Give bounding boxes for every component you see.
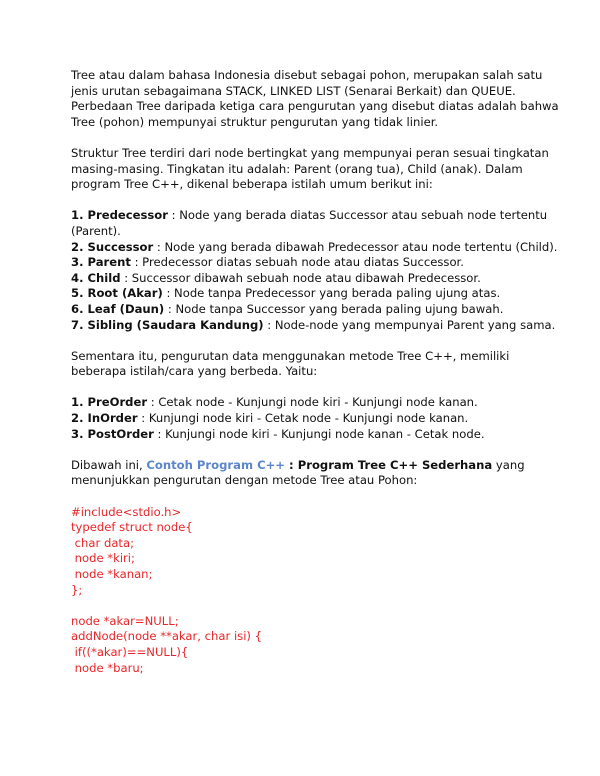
list-item — [71, 318, 560, 334]
list-item — [71, 302, 560, 318]
intro-prefix: Dibawah ini, — [71, 457, 147, 472]
order-number: 2. — [71, 411, 88, 426]
list-item — [71, 427, 560, 443]
code-line: }; — [71, 582, 83, 597]
term-number: 6. — [71, 301, 88, 316]
term-description: : Node tanpa Predecessor yang berada paling ujung atas. — [162, 286, 501, 301]
term-number: 2. — [71, 239, 88, 254]
intro-suffix: yang menunjukkan pengurutan dengan metode Tree atau Pohon: — [71, 457, 525, 488]
orders-list — [71, 395, 560, 442]
list-item — [71, 395, 560, 411]
terms-list — [71, 208, 560, 333]
list-item — [71, 271, 560, 287]
code-line: if((*akar)==NULL){ — [71, 644, 189, 659]
term-description: : Node tanpa Successor yang berada paling ujung bawah. — [164, 301, 504, 316]
code-line: char data; — [71, 535, 134, 550]
program-intro-paragraph — [71, 458, 560, 489]
term-number: 1. — [71, 208, 88, 223]
term-name: Predecessor — [87, 208, 168, 223]
code-block-struct — [71, 505, 560, 599]
list-item — [71, 208, 560, 239]
term-description: : Successor dibawah sebuah node atau dibawah Predecessor. — [120, 270, 481, 285]
term-number: 4. — [71, 270, 88, 285]
list-item — [71, 286, 560, 302]
order-number: 1. — [71, 395, 88, 410]
code-line: #include<stdio.h> — [71, 504, 182, 519]
intro-paragraph: Tree atau dalam bahasa Indonesia disebut sebagai pohon, merupakan salah satu jenis urutan sebagaimana STACK, LINKED LIST (Senarai Berkait) dan QUEUE. Perbedaan Tree daripada ketiga cara pengurutan yang disebut diatas adalah bahwa Tree (pohon) mempunyai struktur pengurutan yang tidak linier. — [71, 68, 559, 129]
term-number: 3. — [71, 255, 88, 270]
order-description: : Cetak node - Kunjungi node kiri - Kunjungi node kanan. — [147, 395, 478, 410]
term-name: Parent — [87, 255, 131, 270]
list-item — [71, 411, 560, 427]
order-number: 3. — [71, 426, 88, 441]
code-line: node *kanan; — [71, 567, 153, 581]
term-name: Root (Akar) — [87, 286, 163, 301]
term-number: 5. — [71, 286, 88, 301]
list-item — [71, 255, 560, 271]
code-line: node *kiri; — [71, 551, 135, 566]
code-line: addNode(node **akar, char isi) { — [71, 629, 263, 644]
code-line: node *baru; — [71, 660, 144, 675]
order-intro-paragraph: Sementara itu, pengurutan data menggunakan metode Tree C++, memiliki beberapa istilah/cara yang berbeda. Yaitu: — [71, 348, 510, 379]
term-description: : Node-node yang mempunyai Parent yang sama. — [263, 317, 556, 332]
program-title: : Program Tree C++ Sederhana — [285, 457, 493, 472]
code-line: node *akar=NULL; — [71, 613, 179, 628]
order-name: PreOrder — [87, 395, 148, 410]
program-example-link[interactable]: Contoh Program C++ — [146, 457, 286, 472]
order-description: : Kunjungi node kiri - Kunjungi node kanan - Cetak node. — [153, 426, 485, 441]
code-line: typedef struct node{ — [71, 520, 193, 535]
term-name: Sibling (Saudara Kandung) — [87, 317, 264, 332]
order-name: PostOrder — [87, 426, 154, 441]
order-name: InOrder — [87, 411, 138, 426]
term-description: : Node yang berada dibawah Predecessor atau node tertentu (Child). — [153, 239, 558, 254]
structure-paragraph: Struktur Tree terdiri dari node bertingkat yang mempunyai peran sesuai tingkatan masing-masing. Tingkatan itu adalah: Parent (orang tua), Child (anak). Dalam program Tree C++, dikenal beberapa istilah umum berikut ini: — [71, 145, 549, 192]
term-name: Successor — [87, 239, 154, 254]
order-description: : Kunjungi node kiri - Cetak node - Kunjungi node kanan. — [137, 411, 469, 426]
term-description: : Node yang berada diatas Successor atau sebuah node tertentu (Parent). — [71, 208, 548, 238]
term-name: Leaf (Daun) — [87, 301, 165, 316]
code-block-addnode — [71, 614, 560, 676]
list-item — [71, 240, 560, 256]
term-description: : Predecessor diatas sebuah node atau diatas Successor. — [130, 255, 464, 270]
term-number: 7. — [71, 317, 88, 332]
term-name: Child — [87, 270, 121, 285]
